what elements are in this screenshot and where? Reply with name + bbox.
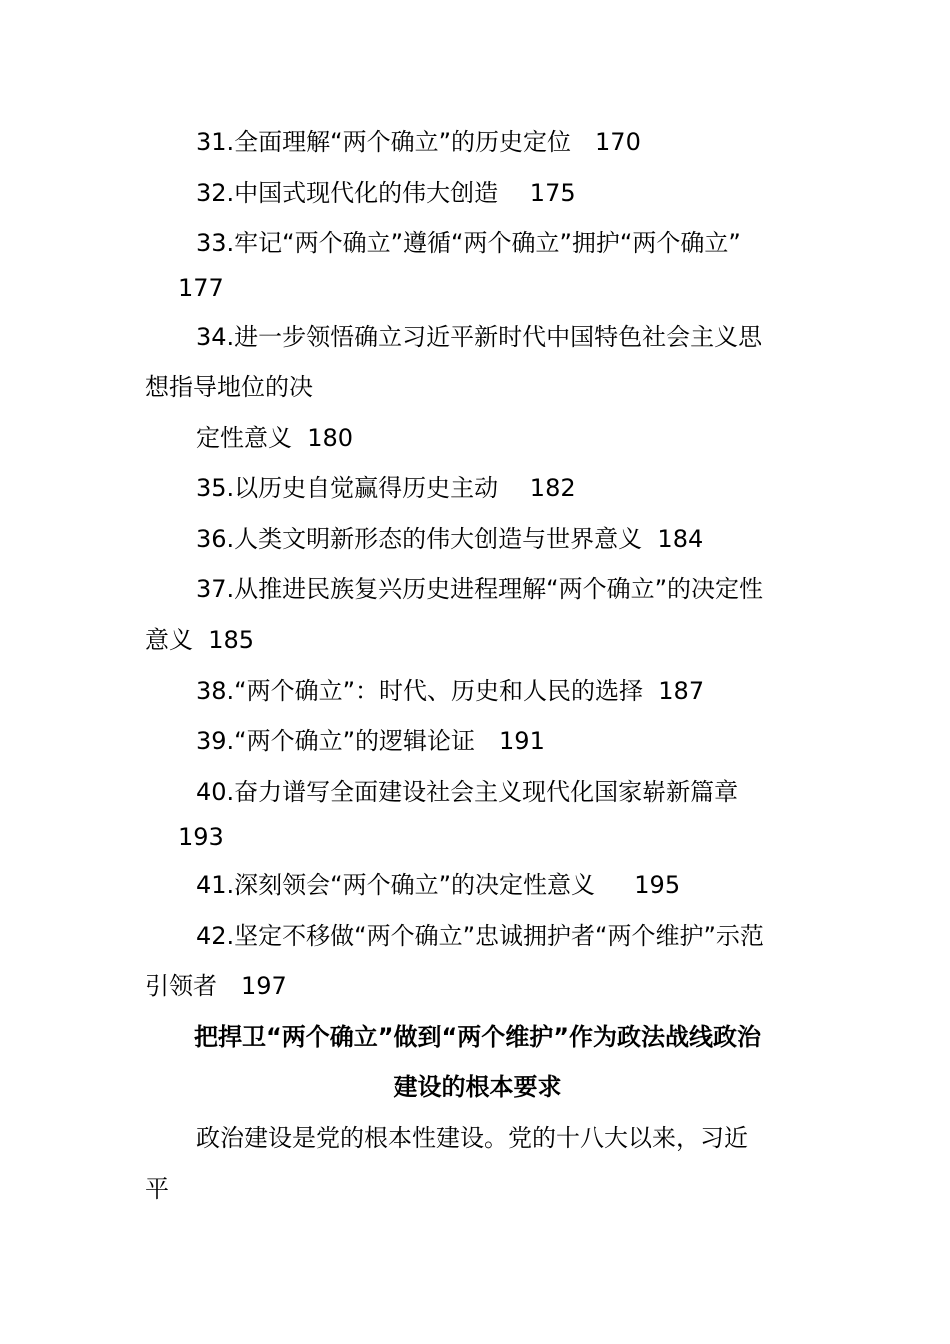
toc-entry-38: 38.“两个确立”：时代、历史和人民的选择 187 — [196, 677, 705, 705]
toc-entry-34-cont: 想指导地位的决 — [145, 373, 313, 401]
toc-entry-31: 31.全面理解“两个确立”的历史定位 170 — [196, 128, 641, 156]
toc-entry-33: 33.牢记“两个确立”遵循“两个确立”拥护“两个确立” — [196, 229, 741, 257]
toc-entry-34: 34.进一步领悟确立习近平新时代中国特色社会主义思 — [196, 323, 763, 351]
toc-entry-37: 37.从推进民族复兴历史进程理解“两个确立”的决定性 — [196, 575, 764, 603]
article-title-line-1: 把捍卫“两个确立”做到“两个维护”作为政法战线政治 — [193, 1023, 762, 1051]
toc-entry-37-cont: 意义 185 — [145, 626, 255, 654]
toc-entry-36: 36.人类文明新形态的伟大创造与世界意义 184 — [196, 525, 704, 553]
toc-entry-42: 42.坚定不移做“两个确立”忠诚拥护者“两个维护”示范 — [196, 922, 764, 950]
article-body-line-2: 平 — [145, 1175, 169, 1203]
toc-entry-34-cont2: 定性意义 180 — [196, 424, 354, 452]
toc-entry-32: 32.中国式现代化的伟大创造 175 — [196, 179, 576, 207]
toc-entry-33-page: 177 — [178, 274, 224, 302]
toc-entry-40-page: 193 — [178, 823, 224, 851]
article-body-line-1: 政治建设是党的根本性建设。党的十八大以来，习近 — [196, 1124, 748, 1152]
toc-entry-41: 41.深刻领会“两个确立”的决定性意义 195 — [196, 871, 681, 899]
article-title-line-2: 建设的根本要求 — [393, 1073, 562, 1101]
toc-entry-40: 40.奋力谱写全面建设社会主义现代化国家崭新篇章 — [196, 778, 739, 806]
toc-entry-35: 35.以历史自觉赢得历史主动 182 — [196, 474, 576, 502]
toc-entry-42-cont: 引领者 197 — [145, 972, 287, 1000]
toc-entry-39: 39.“两个确立”的逻辑论证 191 — [196, 727, 545, 755]
